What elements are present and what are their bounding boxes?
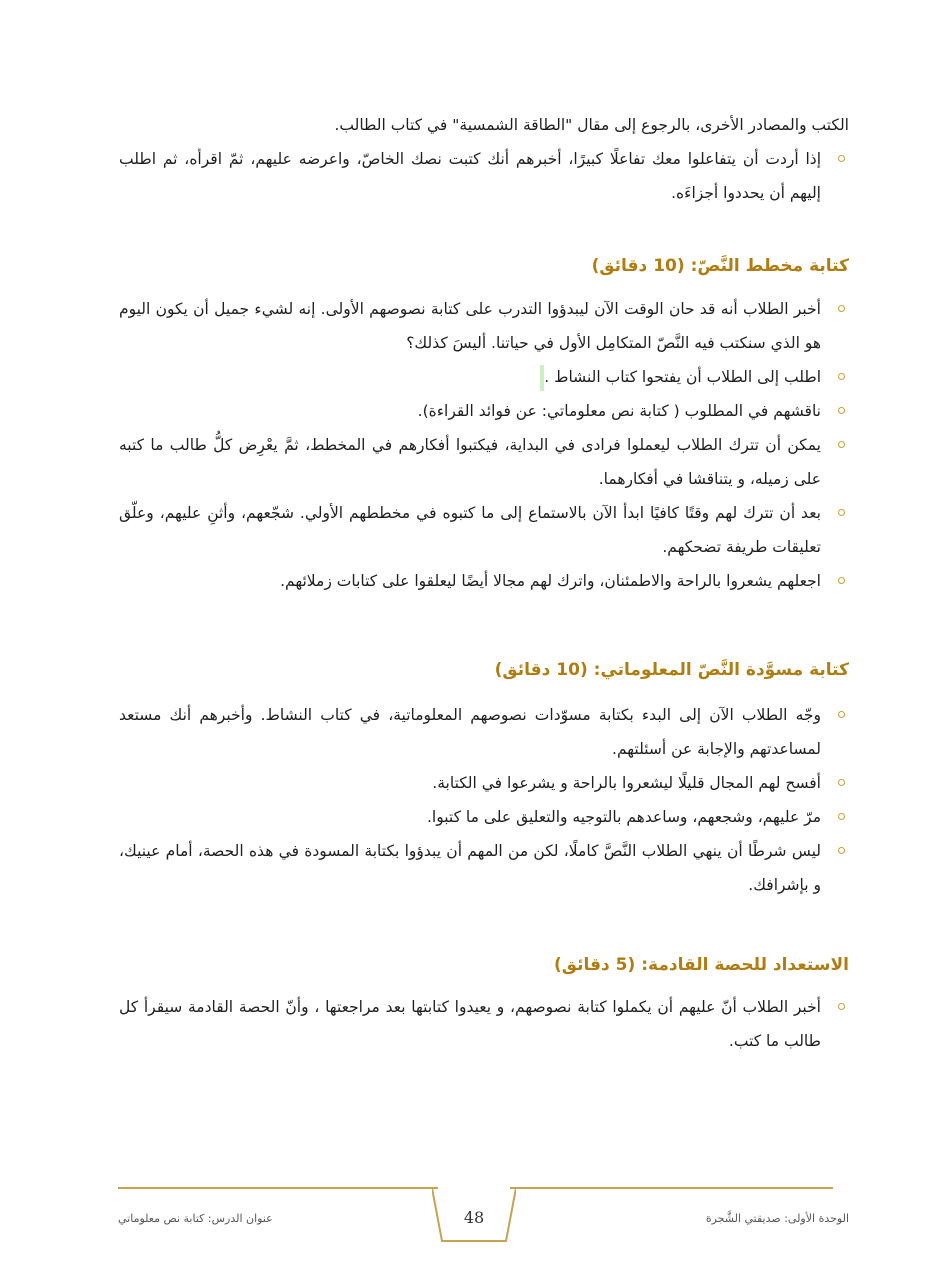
list-item xyxy=(119,834,849,902)
list-item-text: أخبر الطلاب أنه قد حان الوقت الآن ليبدؤوا التدرب على كتابة نصوصهم الأولى. إنه لشيء جميل أن يكون اليوم هو الذي سنكتب فيه النَّصّ المتكامِل الأول في حياتنا. أليسَ كذلك؟ xyxy=(119,300,821,352)
draft-bullet-list xyxy=(119,698,849,902)
intro-continuation: الكتب والمصادر الأخرى، بالرجوع إلى مقال "الطاقة الشمسية" في كتاب الطالب. xyxy=(334,116,849,134)
list-item xyxy=(119,990,849,1058)
intro-block xyxy=(119,108,849,210)
section-duration: (10 دقائق) xyxy=(591,256,685,276)
list-item-text: ناقشهم في المطلوب ( كتابة نص معلوماتي: عن فوائد القراءة). xyxy=(417,402,821,420)
list-item xyxy=(119,142,849,210)
bullet-circle-icon xyxy=(838,577,845,584)
outline-bullet-list xyxy=(119,292,849,598)
bullet-circle-icon xyxy=(838,509,845,516)
page-number: 48 xyxy=(463,1208,485,1227)
list-item-text: بعد أن تترك لهم وقتًا كافيًا ابدأ الآن بالاستماع إلى ما كتبوه في مخططهم الأولي. شجّعهم، وأثنِ عليهم، وعلّق تعليقات طريفة تضحكهم. xyxy=(119,504,821,556)
list-item xyxy=(119,428,849,496)
list-item-text: وجّه الطلاب الآن إلى البدء بكتابة مسوّدات نصوصهم المعلوماتية، في كتاب النشاط. وأخبرهم أنك مستعد لمساعدتهم والإجابة عن أسئلتهم. xyxy=(119,706,821,758)
section-heading-text: الاستعداد للحصة القادمة: xyxy=(641,955,849,975)
list-item xyxy=(119,766,849,800)
bullet-circle-icon xyxy=(838,373,845,380)
bullet-circle-icon xyxy=(838,155,845,162)
list-item xyxy=(119,394,849,428)
list-item-text: أفسح لهم المجال قليلًا ليشعروا بالراحة و يشرعوا في الكتابة. xyxy=(432,774,821,792)
list-item-text: أخبر الطلاب أنّ عليهم أن يكملوا كتابة نصوصهم، و يعيدوا كتابتها بعد مراجعتها ، وأنّ الحصة القادمة سيقرأ كل طالب ما كتب. xyxy=(119,998,821,1050)
section-heading-text: كتابة مسوَّدة النَّصّ المعلوماتي: xyxy=(593,660,849,680)
bullet-circle-icon xyxy=(838,305,845,312)
list-item xyxy=(119,360,849,394)
footer-rule-right xyxy=(510,1187,833,1189)
list-item xyxy=(119,698,849,766)
list-item xyxy=(119,564,849,598)
bullet-circle-icon xyxy=(838,813,845,820)
list-item xyxy=(119,800,849,834)
section-heading-outline xyxy=(592,256,849,276)
bullet-circle-icon xyxy=(838,441,845,448)
list-item xyxy=(119,496,849,564)
section-next-lesson-block xyxy=(119,990,849,1058)
next-lesson-bullet-list xyxy=(119,990,849,1058)
bullet-circle-icon xyxy=(838,847,845,854)
section-heading-draft xyxy=(495,660,849,680)
section-heading-text: كتابة مخطط النَّصّ: xyxy=(690,256,849,276)
footer-unit-title: الوحدة الأولى: صديقتي الشَّجرة xyxy=(705,1212,849,1225)
list-item-text: اجعلهم يشعروا بالراحة والاطمئنان، واترك لهم مجالا أيضًا ليعلقوا على كتابات زملائهم. xyxy=(280,572,821,590)
bullet-circle-icon xyxy=(838,407,845,414)
section-outline-block xyxy=(119,292,849,598)
list-item-text: اطلب إلى الطلاب أن يفتحوا كتاب النشاط . xyxy=(544,368,821,386)
section-duration: (10 دقائق) xyxy=(494,660,588,680)
footer-lesson-title: عنوان الدرس: كتابة نص معلوماتي xyxy=(118,1212,273,1225)
list-item-text: يمكن أن تترك الطلاب ليعملوا فرادى في البداية، فيكتبوا أفكارهم في المخطط، ثمَّ يعْرِض كلُّ طالب ما كتبه على زميله، و يتناقشا في أفكارهما. xyxy=(119,436,821,488)
footer-rule-left xyxy=(118,1187,438,1189)
list-item-text: مرّ عليهم، وشجعهم، وساعدهم بالتوجيه والتعليق على ما كتبوا. xyxy=(427,808,821,826)
list-item xyxy=(119,292,849,360)
intro-bullet-list xyxy=(119,142,849,210)
bullet-circle-icon xyxy=(838,1003,845,1010)
list-item-text: إذا أردت أن يتفاعلوا معك تفاعلًا كبيرًا، أخبرهم أنك كتبت نصك الخاصّ، واعرضه عليهم، ثمّ اقرأه، ثم اطلب إليهم أن يحددوا أجزاءَه. xyxy=(119,150,821,202)
section-draft-block xyxy=(119,698,849,902)
section-duration: (5 دقائق) xyxy=(554,955,636,975)
list-item-text: ليس شرطًا أن ينهي الطلاب النَّصَّ كاملًا، لكن من المهم أن يبدؤوا بكتابة المسودة في هذه الحصة، أمام عينيك، و بإشرافك. xyxy=(119,842,821,894)
bullet-circle-icon xyxy=(838,711,845,718)
bullet-circle-icon xyxy=(838,779,845,786)
section-heading-next-lesson xyxy=(554,955,849,975)
